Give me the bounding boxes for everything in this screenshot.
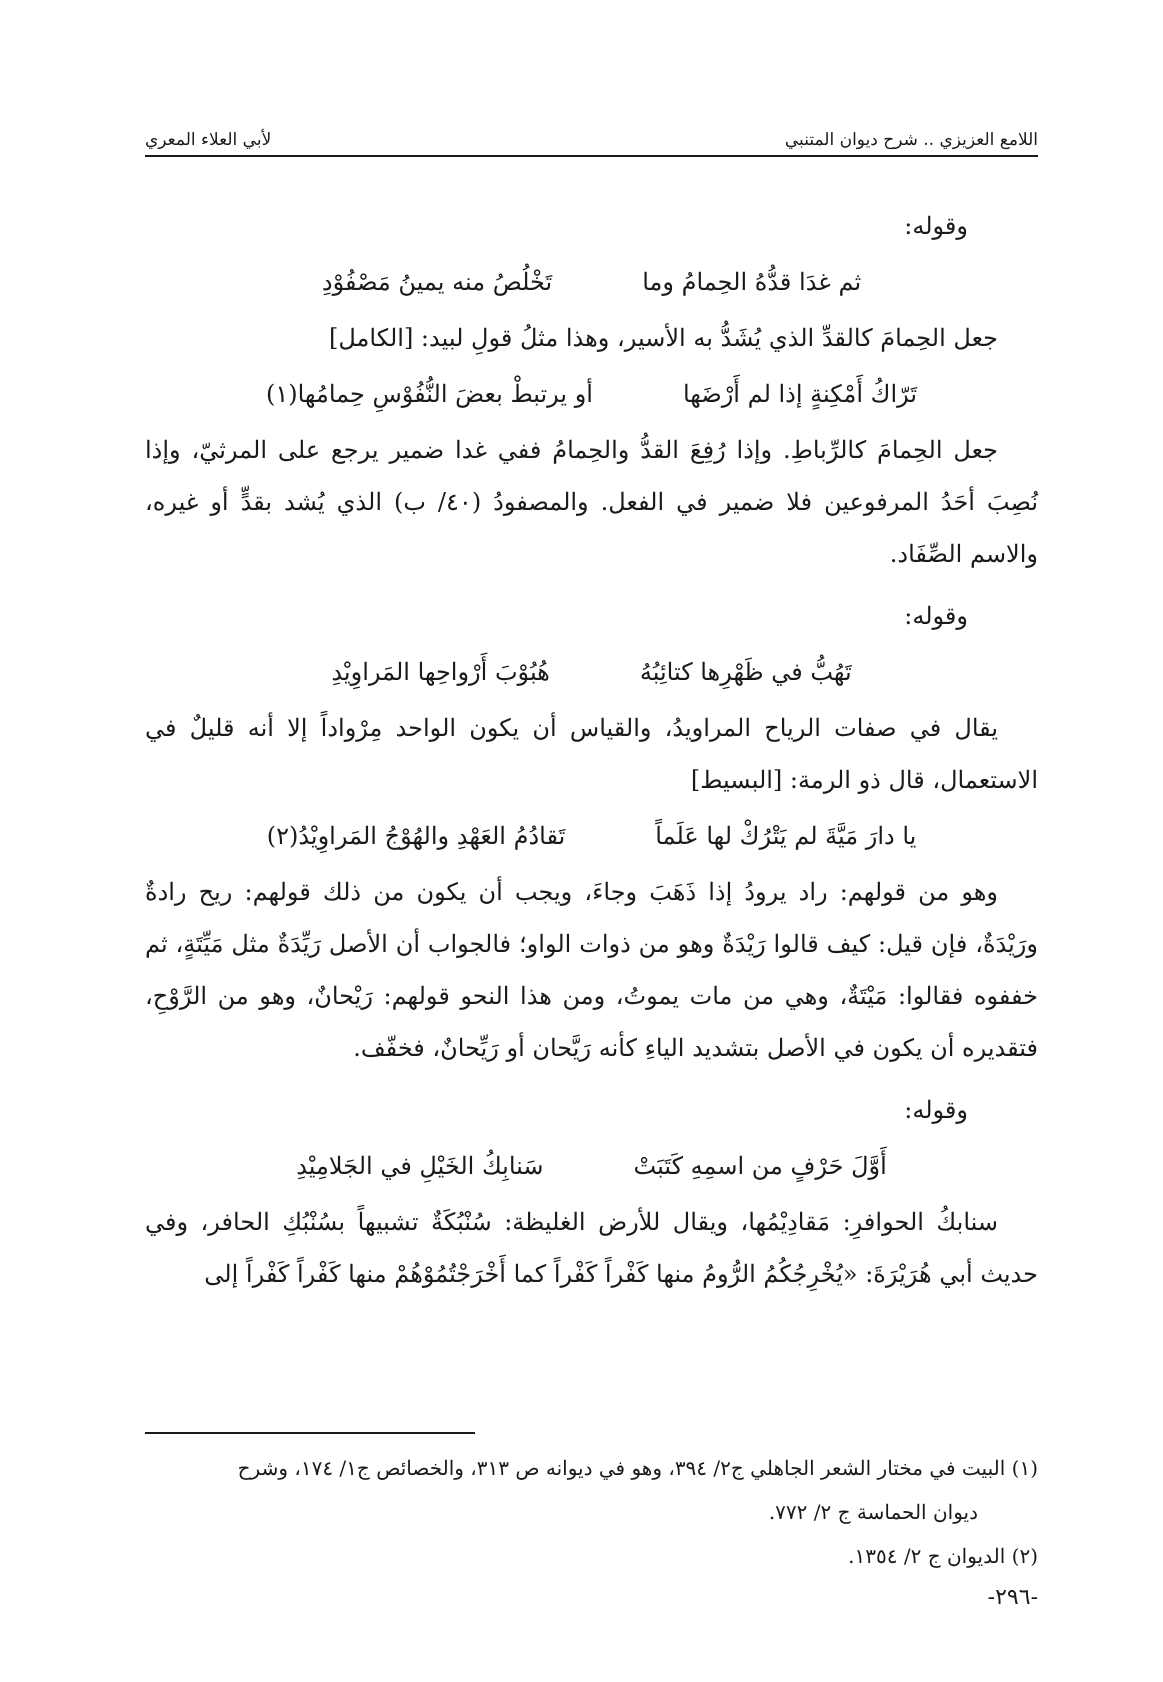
page-body xyxy=(145,200,1038,1300)
verse xyxy=(145,256,1038,308)
verse-first-hemistich: أَوَّلَ حَرْفٍ من اسمِهِ كَتَبَتْ xyxy=(633,1152,887,1180)
footnote-1-continuation: ديوان الحماسة ج ٢/ ٧٧٢. xyxy=(768,1500,978,1524)
quoted-verse xyxy=(145,810,1038,862)
footnote-rule xyxy=(145,1432,475,1434)
book-title: اللامع العزيزي .. شرح ديوان المتنبي xyxy=(784,130,1038,150)
commentary-paragraph: يقال في صفات الرياح المراويدُ، والقياس أن يكون الواحد مِرْواداً إلا أنه قليلٌ في الاستعمال، قال ذو الرمة: [البسيط] xyxy=(145,714,1038,794)
running-header xyxy=(145,110,1038,150)
verse xyxy=(145,646,1038,698)
footnote-2: (٢) الديوان ج ٢/ ١٣٥٤. xyxy=(848,1544,1038,1568)
verse-second-hemistich: تَخْلُصُ منه يمينُ مَصْفُوْدِ xyxy=(321,268,553,296)
verse-second-hemistich: هُبُوْبَ أَرْواحِها المَراوِيْدِ xyxy=(331,658,550,686)
commentary-paragraph: وهو من قولهم: راد يرودُ إذا ذَهَبَ وجاءَ، ويجب أن يكون من ذلك قولهم: ريح رادةٌ ورَيْدَةٌ، فإن قيل: كيف قالوا رَيْدَةٌ وهو من ذوات الواو؛ فالجواب أن الأصل رَيِّدَةٌ مثل مَيِّتَةٍ، ثم خففوه فقالوا: مَيْتَةٌ، وهي من مات يموتُ، ومن هذا النحو قولهم: رَيْحانٌ، وهو من الرَّوْحِ، فتقديره أن يكون في الأصل بتشديد الياءِ كأنه رَيَّحان أو رَيِّحانٌ، فخفّف. xyxy=(145,878,1038,1062)
commentary-paragraph: سنابكُ الحوافرِ: مَقادِيْمُها، ويقال للأرض الغليظة: سُنْبُكَةٌ تشبيهاً بسُنْبُكِ الحافر، وفي حديث أبي هُرَيْرَةَ: «يُخْرِجُكُمُ الرُّومُ منها كَفْراً كَفْراً كما أَخْرَجْتُمُوْهُمْ منها كَفْراً كَفْراً إلى xyxy=(145,1208,1038,1288)
verse-first-hemistich: يا دارَ مَيَّةَ لم يَتْرُكْ لها عَلَماً xyxy=(655,822,917,850)
verse-second-hemistich: سَنابِكُ الخَيْلِ في الجَلامِيْدِ xyxy=(296,1152,544,1180)
commentary-paragraph: جعل الحِمامَ كالقدِّ الذي يُشَدُّ به الأسير، وهذا مثلُ قولِ لبيد: [الكامل] xyxy=(329,324,998,352)
verse-second-hemistich: أو يرتبطْ بعضَ النُّفُوْسِ حِمامُها(١) xyxy=(265,380,593,408)
header-rule xyxy=(145,155,1038,157)
verse-first-hemistich: تَهُبُّ في ظَهْرِها كتائِبُهُ xyxy=(639,658,852,686)
footnote-1: (١) البيت في مختار الشعر الجاهلي ج٢/ ٣٩٤، وهو في ديوانه ص ٣١٣، والخصائص ج١/ ١٧٤، وشرح xyxy=(237,1456,1038,1480)
quoted-verse xyxy=(145,368,1038,420)
commentary-paragraph: جعل الحِمامَ كالرِّباطِ. وإذا رُفِعَ القدُّ والحِمامُ ففي غدا ضمير يرجع على المرثيّ، وإذا نُصِبَ أحَدُ المرفوعين فلا ضمير في الفعل. والمصفودُ (٤٠/ ب) الذي يُشد بقدٍّ أو غيره، والاسم الصِّفَاد. xyxy=(145,436,1038,568)
verse xyxy=(145,1140,1038,1192)
section-intro: وقوله: xyxy=(904,1096,968,1124)
section-intro: وقوله: xyxy=(904,212,968,240)
footnotes xyxy=(145,1446,1038,1578)
section-intro: وقوله: xyxy=(904,602,968,630)
verse-first-hemistich: تَرّاكُ أَمْكِنةٍ إذا لم أَرْضَها xyxy=(682,380,918,408)
author-name: لأبي العلاء المعري xyxy=(145,130,272,150)
verse-first-hemistich: ثم غدَا قدُّهُ الحِمامُ وما xyxy=(642,268,862,296)
page-number: -٢٩٦- xyxy=(987,1585,1038,1610)
verse-second-hemistich: تَقادُمُ العَهْدِ والهُوْجُ المَراوِيْدُ(٢) xyxy=(266,822,566,850)
